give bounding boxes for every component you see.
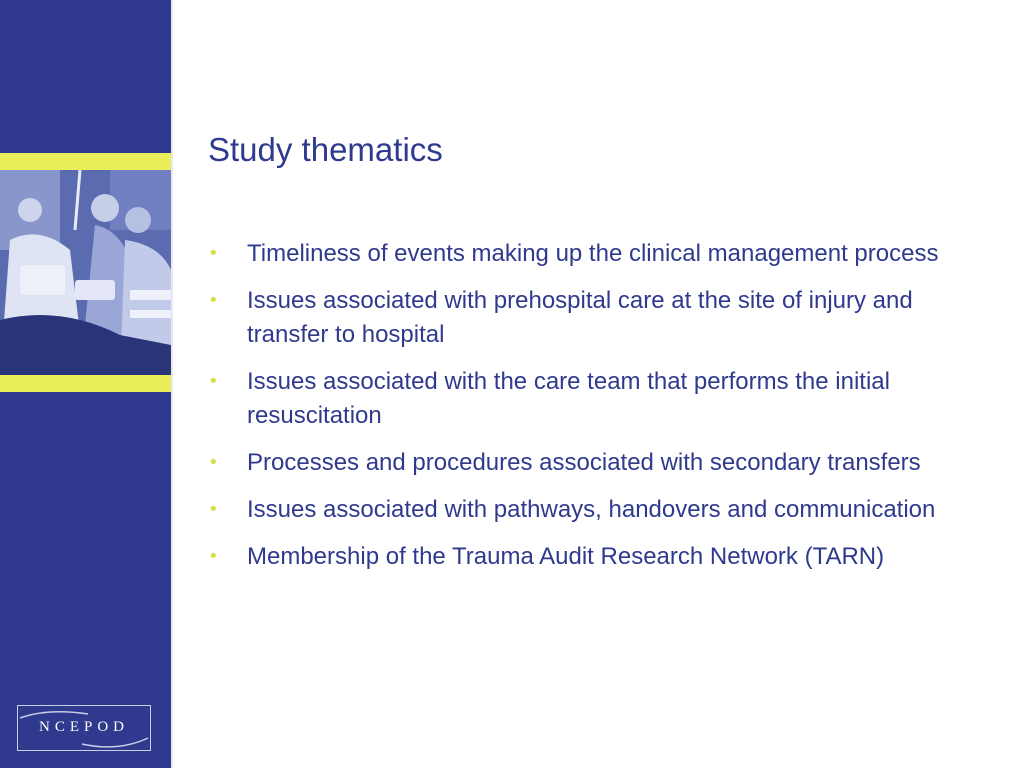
sidebar-divider <box>171 0 173 768</box>
bullet-item <box>208 446 988 480</box>
bullet-dot-icon: • <box>210 290 217 311</box>
bullet-text: Membership of the Trauma Audit Research Network (TARN) <box>247 543 885 570</box>
yellow-band-bottom <box>0 375 171 392</box>
bullet-text: Issues associated with pathways, handovers and communication <box>247 496 936 523</box>
bullet-item <box>208 284 988 352</box>
bullet-dot-icon: • <box>210 371 217 392</box>
ncepod-logo <box>17 705 151 751</box>
bullet-item <box>208 237 988 271</box>
bullet-dot-icon: • <box>210 452 217 473</box>
bullet-item <box>208 365 988 433</box>
bullet-item <box>208 493 988 527</box>
bullet-text: Issues associated with the care team that performs the initial resuscitation <box>247 368 890 429</box>
bullet-dot-icon: • <box>210 546 217 567</box>
slide-title: Study thematics <box>208 131 443 168</box>
bullet-list <box>208 237 988 587</box>
trauma-care-photo <box>0 170 171 375</box>
logo-text: NCEPOD <box>38 719 129 735</box>
yellow-band-top <box>0 153 171 170</box>
bullet-text: Processes and procedures associated with secondary transfers <box>247 449 921 476</box>
bullet-text: Timeliness of events making up the clinical management process <box>247 240 939 267</box>
bullet-text: Issues associated with prehospital care at the site of injury and transfer to hospital <box>247 287 913 348</box>
bullet-item <box>208 540 988 574</box>
bullet-dot-icon: • <box>210 499 217 520</box>
bullet-dot-icon: • <box>210 243 217 264</box>
